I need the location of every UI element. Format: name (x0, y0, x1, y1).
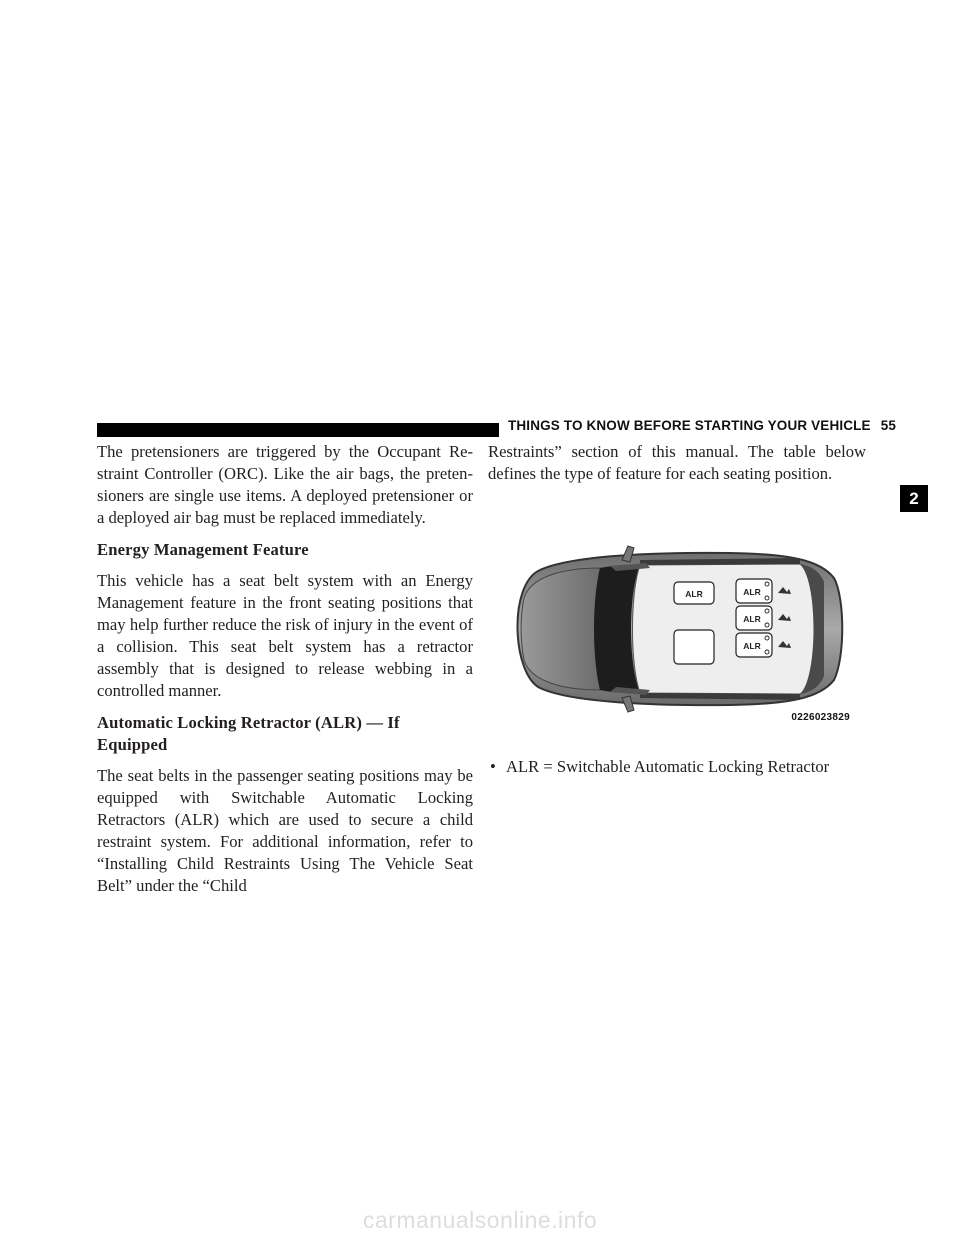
driver-seat-box (674, 630, 714, 664)
rear-center-alr-label: ALR (743, 614, 761, 624)
figure-id: 0226023829 (791, 712, 850, 723)
chapter-tab: 2 (900, 485, 928, 512)
front-seat-alr-label: ALR (685, 589, 703, 599)
rear-right-alr-label: ALR (743, 641, 761, 651)
energy-management-paragraph: This vehicle has a seat belt system with an Energy Management feature in the front seating positions that may help further reduce the risk of injury in the event of a collision. This seat belt system has a retractor assembly that is designed to release webbing in a controlled manner. (97, 571, 473, 700)
rear-left-alr-label: ALR (743, 587, 761, 597)
continuation-paragraph: Restraints” section of this manual. The table below defines the type of feature for each seating position. (488, 442, 866, 483)
alr-paragraph: The seat belts in the passenger seating positions may be equipped with Switchable Automatic Locking Retractors (ALR) which are used to secure a child restraint system. For additional information, refer to “Installing Child Restraints Using The Vehicle Seat Belt” under the “Child (97, 766, 473, 895)
bullet-marker: • (490, 757, 496, 776)
left-column (97, 441, 473, 897)
watermark: carmanualsonline.info (362, 1207, 598, 1233)
right-column (488, 441, 866, 485)
header-rule (97, 423, 499, 437)
alr-heading: Automatic Locking Retractor (ALR) — If Equipped (97, 713, 400, 754)
bullet-text: ALR = Switchable Automatic Locking Retractor (506, 757, 830, 776)
header-title: THINGS TO KNOW BEFORE STARTING YOUR VEHICLE (508, 418, 871, 433)
page-number: 55 (880, 418, 897, 433)
energy-management-heading: Energy Management Feature (97, 540, 309, 559)
car-top-view-illustration (500, 538, 850, 723)
intro-paragraph: The pretensioners are triggered by the Occupant Re-straint Controller (ORC). Like the air bags, the preten-sioners are single use items. A deployed pretensioner or a deployed air bag must be replaced immediately. (97, 442, 473, 527)
running-header (508, 418, 896, 433)
seating-diagram (500, 538, 850, 723)
bullet-item (490, 756, 829, 778)
